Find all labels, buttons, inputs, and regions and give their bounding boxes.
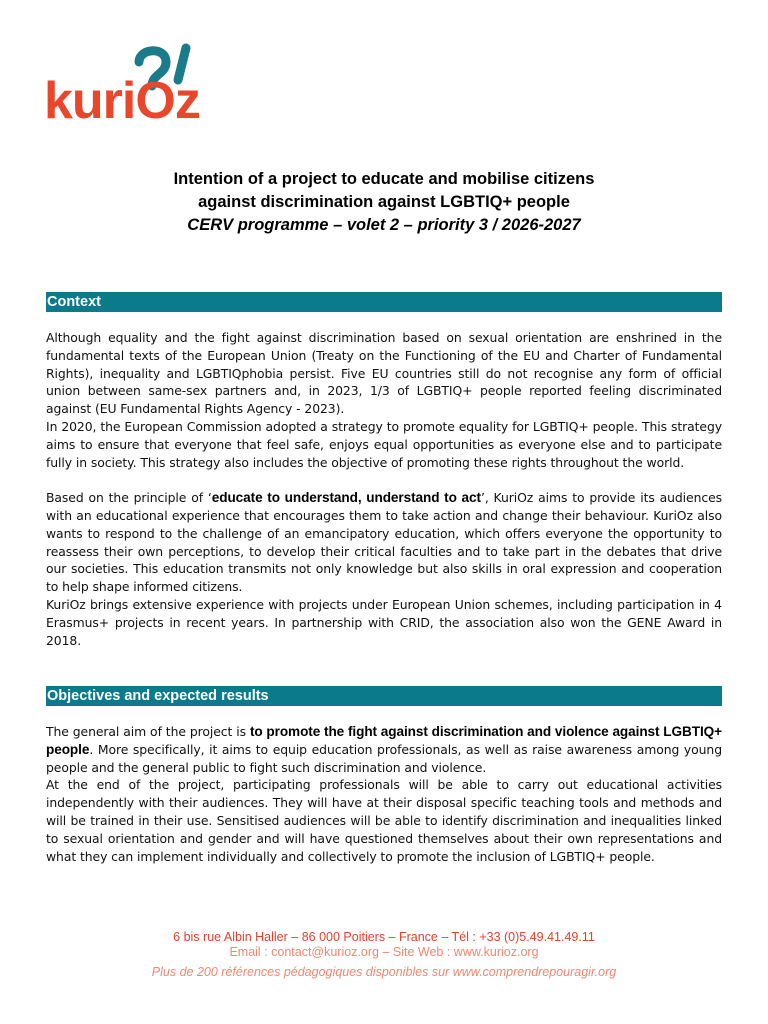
objectives-paragraph-1: [46, 723, 722, 776]
objectives-p1-after: . More specifically, it aims to equip education professionals, as well as raise awareness among young people and the general public to fight such discrimination and violence.: [46, 741, 722, 775]
objectives-body: [46, 723, 722, 865]
context-paragraph-2: In 2020, the European Commission adopted a strategy to promote equality for LGBTIQ+ people. This strategy aims to ensure that everyone that feel safe, enjoys equal opportunities as everyone else and to participate fully in society. This strategy also includes the objective of promoting these rights throughout the world.: [46, 418, 722, 470]
title-line-3: CERV programme – volet 2 – priority 3 / 2026-2027: [187, 216, 581, 234]
context-p3-before: Based on the principle of ‘: [46, 490, 212, 506]
document-title: [46, 168, 722, 237]
title-line-1: Intention of a project to educate and mobilise citizens: [173, 170, 595, 188]
title-line-2: against discrimination against LGBTIQ+ people: [198, 193, 570, 211]
context-body: [46, 329, 722, 649]
footer-contact[interactable]: Email : contact@kurioz.org – Site Web : www.kurioz.org: [229, 945, 539, 959]
objectives-paragraph-2: At the end of the project, participating professionals will be able to carry out educational activities independently with their audiences. They will have at their disposal specific teaching tools and methods and will be trained in their use. Sensitised audiences will be able to identify discrimination and inequalities linked to sexual orientation and gender and will have questioned themselves about their own representations and what they can implement individually and collectively to promote the inclusion of LGBTIQ+ people.: [46, 777, 722, 864]
section-heading-context: Context: [46, 292, 722, 312]
context-p3-after: ’, KuriOz aims to provide its audiences with an educational experience that encourages them to take action and change their behaviour. KuriOz also wants to respond to the challenge of an emancipatory education, which offers everyone the opportunity to reassess their own perceptions, to develop their critical faculties and to take part in the debates that drive our societies. This education transmits not only knowledge but also skills in oral expression and cooperation to help shape informed citizens.: [46, 490, 722, 595]
context-paragraph-1: Although equality and the fight against discrimination based on sexual orientation are enshrined in the fundamental texts of the European Union (Treaty on the Functioning of the EU and Charter of Fundamental Rights), inequality and LGBTIQphobia persist. Five EU countries still do not recognise any form of official union between same-sex partners and, in 2023, 1/3 of LGBTIQ+ people reported feeling discriminated against (EU Fundamental Rights Agency - 2023).: [46, 330, 722, 417]
objectives-p1-before: The general aim of the project is: [46, 724, 250, 739]
footer-address: 6 bis rue Albin Haller – 86 000 Poitiers – France – Tél : +33 (0)5.49.41.49.11: [173, 930, 595, 944]
kurioz-logo: [44, 40, 214, 124]
context-paragraph-4: KuriOz brings extensive experience with projects under European Union schemes, including participation in 4 Erasmus+ projects in recent years. In partnership with CRID, the association also won the GENE Award in 2018.: [46, 596, 722, 648]
objectives-p1-bold: to promote the fight against discrimination and violence against LGBTIQ+ people: [46, 724, 722, 757]
logo-wordmark: kuriOz: [44, 72, 200, 124]
context-paragraph-3: [46, 489, 722, 596]
context-p3-bold: educate to understand, understand to act: [211, 490, 481, 506]
section-heading-objectives: Objectives and expected results: [46, 686, 722, 706]
footer-references[interactable]: Plus de 200 références pédagogiques disponibles sur www.comprendrepouragir.org: [151, 965, 617, 979]
